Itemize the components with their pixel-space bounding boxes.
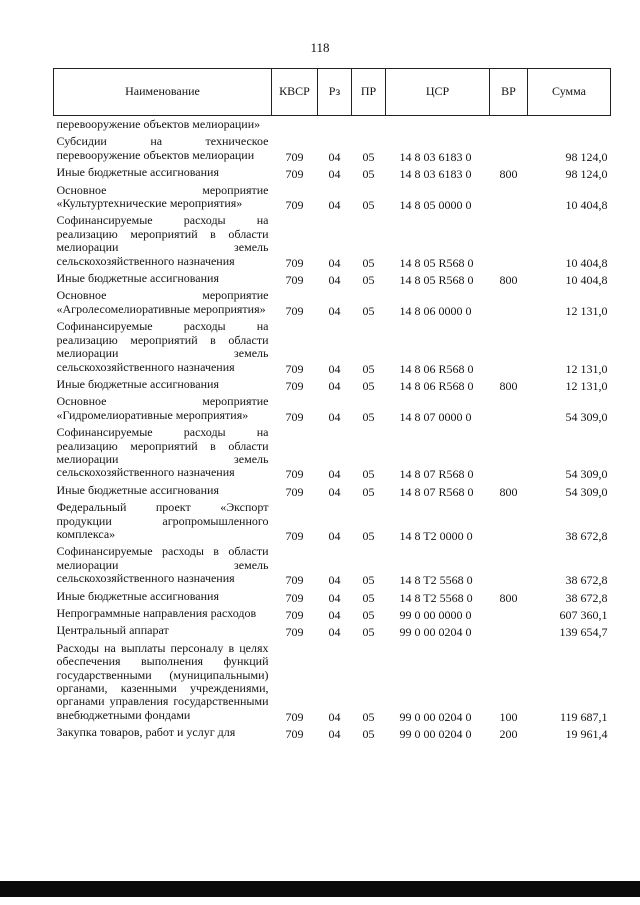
table-row: [54, 724, 611, 741]
header-vr: ВР: [490, 69, 528, 116]
cell-kvsr: 709: [285, 255, 304, 270]
table-row: [54, 182, 611, 213]
cell-pr: 05: [362, 361, 375, 376]
cell-pr: 05: [362, 727, 375, 742]
cell-csr: 99 0 00 0000 0: [399, 608, 472, 622]
cell-pr: 05: [362, 378, 375, 393]
cell-name: Федеральный проект «Экспорт продукции агропромышленного комплекса»: [56, 500, 269, 541]
cell-sum: 54 309,0: [565, 467, 608, 482]
table-row: [54, 499, 611, 543]
cell-sum: 19 961,4: [565, 727, 608, 742]
cell-vr: [490, 605, 528, 622]
cell-name: Субсидии на техническое перевооружение объектов мелиорации: [56, 134, 269, 162]
table-row: [54, 133, 611, 164]
cell-sum: 10 404,8: [565, 273, 608, 288]
cell-vr: [490, 116, 528, 134]
cell-sum: 98 124,0: [565, 167, 608, 182]
cell-name: Софинансируемые расходы в области мелиорации земель сельскохозяйственного назначения: [56, 544, 269, 586]
cell-name: Иные бюджетные ассигнования: [56, 165, 219, 180]
table-row: [54, 622, 611, 639]
cell-csr: 14 8 T2 0000 0: [399, 528, 473, 543]
cell-csr: 14 8 06 0000 0: [399, 303, 472, 318]
cell-kvsr: [272, 116, 318, 134]
cell-kvsr: 709: [285, 590, 304, 605]
cell-rz: 04: [328, 727, 341, 742]
cell-csr: 14 8 07 R568 0: [399, 467, 474, 482]
cell-csr: 14 8 07 R568 0: [399, 484, 474, 499]
cell-name: Иные бюджетные ассигнования: [56, 376, 219, 391]
cell-csr: 14 8 06 R568 0: [399, 378, 474, 393]
cell-vr: [490, 133, 528, 164]
cell-kvsr: 709: [285, 573, 304, 588]
cell-pr: 05: [362, 484, 375, 499]
cell-pr: 05: [362, 255, 375, 270]
cell-csr: 14 8 03 6183 0: [399, 167, 472, 182]
cell-csr: [386, 116, 490, 134]
cell-rz: [318, 116, 352, 134]
table-row: [54, 482, 611, 499]
page-number: 118: [310, 40, 330, 55]
table-row: [54, 318, 611, 376]
table-row: [54, 376, 611, 393]
scan-border-bar: [0, 881, 640, 897]
cell-csr: 14 8 T2 5568 0: [399, 573, 473, 588]
cell-vr: [490, 393, 528, 424]
cell-csr: 14 8 05 R568 0: [399, 255, 474, 270]
cell-vr: [490, 182, 528, 213]
cell-sum: 10 404,8: [565, 255, 608, 270]
cell-rz: 04: [328, 709, 341, 724]
cell-name: Непрограммные направления расходов: [56, 606, 257, 620]
cell-name: Расходы на выплаты персоналу в целях обеспечения выполнения функций государственными (муниципальными) органами, казенными учреждениями, органами управления государственными внебюджетными фондами: [56, 640, 269, 722]
cell-kvsr: 709: [285, 608, 304, 622]
header-name: Наименование: [54, 69, 272, 116]
cell-csr: 14 8 T2 5568 0: [399, 590, 473, 605]
table-row: [54, 424, 611, 482]
cell-sum: 54 309,0: [565, 409, 608, 424]
table-row: [54, 543, 611, 587]
header-sum: Сумма: [528, 69, 611, 116]
cell-name: Софинансируемые расходы на реализацию мероприятий в области мелиорации земель сельскохозяйственного назначения: [56, 319, 269, 374]
cell-name: Центральный аппарат: [56, 623, 169, 638]
cell-name: Иные бюджетные ассигнования: [56, 588, 219, 603]
table-body: [54, 116, 611, 742]
cell-rz: 04: [328, 167, 341, 182]
cell-vr: [490, 543, 528, 587]
table-row: [54, 287, 611, 318]
cell-rz: 04: [328, 378, 341, 393]
cell-name: Иные бюджетные ассигнования: [56, 271, 219, 286]
cell-vr: [490, 287, 528, 318]
cell-vr: 200: [499, 727, 518, 742]
cell-kvsr: 709: [285, 303, 304, 318]
cell-csr: 99 0 00 0204 0: [399, 625, 472, 640]
cell-sum: 54 309,0: [565, 484, 608, 499]
table-row: [54, 164, 611, 181]
cell-rz: 04: [328, 198, 341, 213]
cell-rz: 04: [328, 255, 341, 270]
cell-rz: 04: [328, 303, 341, 318]
cell-sum: [528, 116, 611, 134]
cell-kvsr: 709: [285, 484, 304, 499]
cell-rz: 04: [328, 484, 341, 499]
cell-rz: 04: [328, 528, 341, 543]
cell-kvsr: 709: [285, 625, 304, 640]
cell-sum: 607 360,1: [559, 608, 608, 622]
cell-sum: 38 672,8: [565, 573, 608, 588]
cell-vr: 800: [499, 378, 518, 393]
cell-kvsr: 709: [285, 378, 304, 393]
cell-csr: 14 8 06 R568 0: [399, 361, 474, 376]
cell-sum: 119 687,1: [559, 709, 608, 724]
cell-vr: 800: [499, 167, 518, 182]
cell-pr: 05: [362, 273, 375, 288]
cell-rz: 04: [328, 467, 341, 482]
cell-vr: [490, 318, 528, 376]
budget-table: [53, 68, 611, 742]
cell-rz: 04: [328, 149, 341, 164]
cell-pr: 05: [362, 167, 375, 182]
cell-pr: 05: [362, 608, 375, 622]
cell-csr: 14 8 05 R568 0: [399, 273, 474, 288]
cell-pr: 05: [362, 198, 375, 213]
header-csr: ЦСР: [386, 69, 490, 116]
cell-vr: 100: [499, 709, 518, 724]
cell-sum: 12 131,0: [565, 378, 608, 393]
header-kvsr: КВСР: [272, 69, 318, 116]
cell-rz: 04: [328, 409, 341, 424]
cell-rz: 04: [328, 273, 341, 288]
cell-pr: 05: [362, 303, 375, 318]
cell-pr: 05: [362, 528, 375, 543]
cell-kvsr: 709: [285, 167, 304, 182]
cell-sum: 10 404,8: [565, 198, 608, 213]
cell-pr: [352, 116, 386, 134]
cell-sum: 98 124,0: [565, 149, 608, 164]
cell-vr: [490, 499, 528, 543]
cell-sum: 12 131,0: [565, 361, 608, 376]
cell-pr: 05: [362, 149, 375, 164]
cell-vr: [490, 212, 528, 270]
cell-rz: 04: [328, 625, 341, 640]
cell-pr: 05: [362, 590, 375, 605]
cell-pr: 05: [362, 625, 375, 640]
cell-kvsr: 709: [285, 409, 304, 424]
table-row: [54, 393, 611, 424]
cell-rz: 04: [328, 361, 341, 376]
cell-pr: 05: [362, 709, 375, 724]
cell-csr: 14 8 03 6183 0: [399, 149, 472, 164]
cell-sum: 139 654,7: [559, 625, 608, 640]
cell-kvsr: 709: [285, 198, 304, 213]
cell-csr: 99 0 00 0204 0: [399, 709, 472, 724]
table-row: [54, 212, 611, 270]
cell-name: Основное мероприятие «Культуртехнические мероприятия»: [56, 182, 269, 211]
cell-name: Иные бюджетные ассигнования: [56, 482, 219, 497]
header-pr: ПР: [352, 69, 386, 116]
cell-kvsr: 709: [285, 727, 304, 742]
cell-rz: 04: [328, 608, 341, 622]
cell-vr: 800: [499, 590, 518, 605]
cell-vr: 800: [499, 484, 518, 499]
table-row: [54, 605, 611, 622]
cell-vr: [490, 424, 528, 482]
cell-kvsr: 709: [285, 467, 304, 482]
table-row: [54, 116, 611, 134]
cell-pr: 05: [362, 467, 375, 482]
cell-kvsr: 709: [285, 361, 304, 376]
cell-csr: 14 8 07 0000 0: [399, 409, 472, 424]
cell-name: Основное мероприятие «Гидромелиоративные мероприятия»: [56, 394, 269, 422]
table-row: [54, 640, 611, 724]
cell-vr: 800: [499, 273, 518, 288]
cell-name: перевооружение объектов мелиорации»: [56, 117, 261, 131]
cell-rz: 04: [328, 590, 341, 605]
cell-kvsr: 709: [285, 709, 304, 724]
cell-pr: 05: [362, 409, 375, 424]
cell-sum: 38 672,8: [565, 590, 608, 605]
cell-kvsr: 709: [285, 273, 304, 288]
cell-csr: 99 0 00 0204 0: [399, 727, 472, 742]
table-header-row: [54, 69, 611, 116]
cell-name: Софинансируемые расходы на реализацию мероприятий в области мелиорации земель сельскохозяйственного назначения: [56, 213, 269, 268]
cell-sum: 38 672,8: [565, 528, 608, 543]
table-row: [54, 588, 611, 605]
cell-csr: 14 8 05 0000 0: [399, 198, 472, 213]
cell-sum: 12 131,0: [565, 303, 608, 318]
table-row: [54, 270, 611, 287]
cell-pr: 05: [362, 573, 375, 588]
cell-rz: 04: [328, 573, 341, 588]
cell-kvsr: 709: [285, 149, 304, 164]
cell-name: Софинансируемые расходы на реализацию мероприятий в области мелиорации земель сельскохозяйственного назначения: [56, 425, 269, 480]
header-rz: Рз: [318, 69, 352, 116]
cell-name: Закупка товаров, работ и услуг для: [56, 725, 236, 740]
cell-kvsr: 709: [285, 528, 304, 543]
cell-name: Основное мероприятие «Агролесомелиоративные мероприятия»: [56, 288, 269, 316]
cell-vr: [490, 622, 528, 639]
